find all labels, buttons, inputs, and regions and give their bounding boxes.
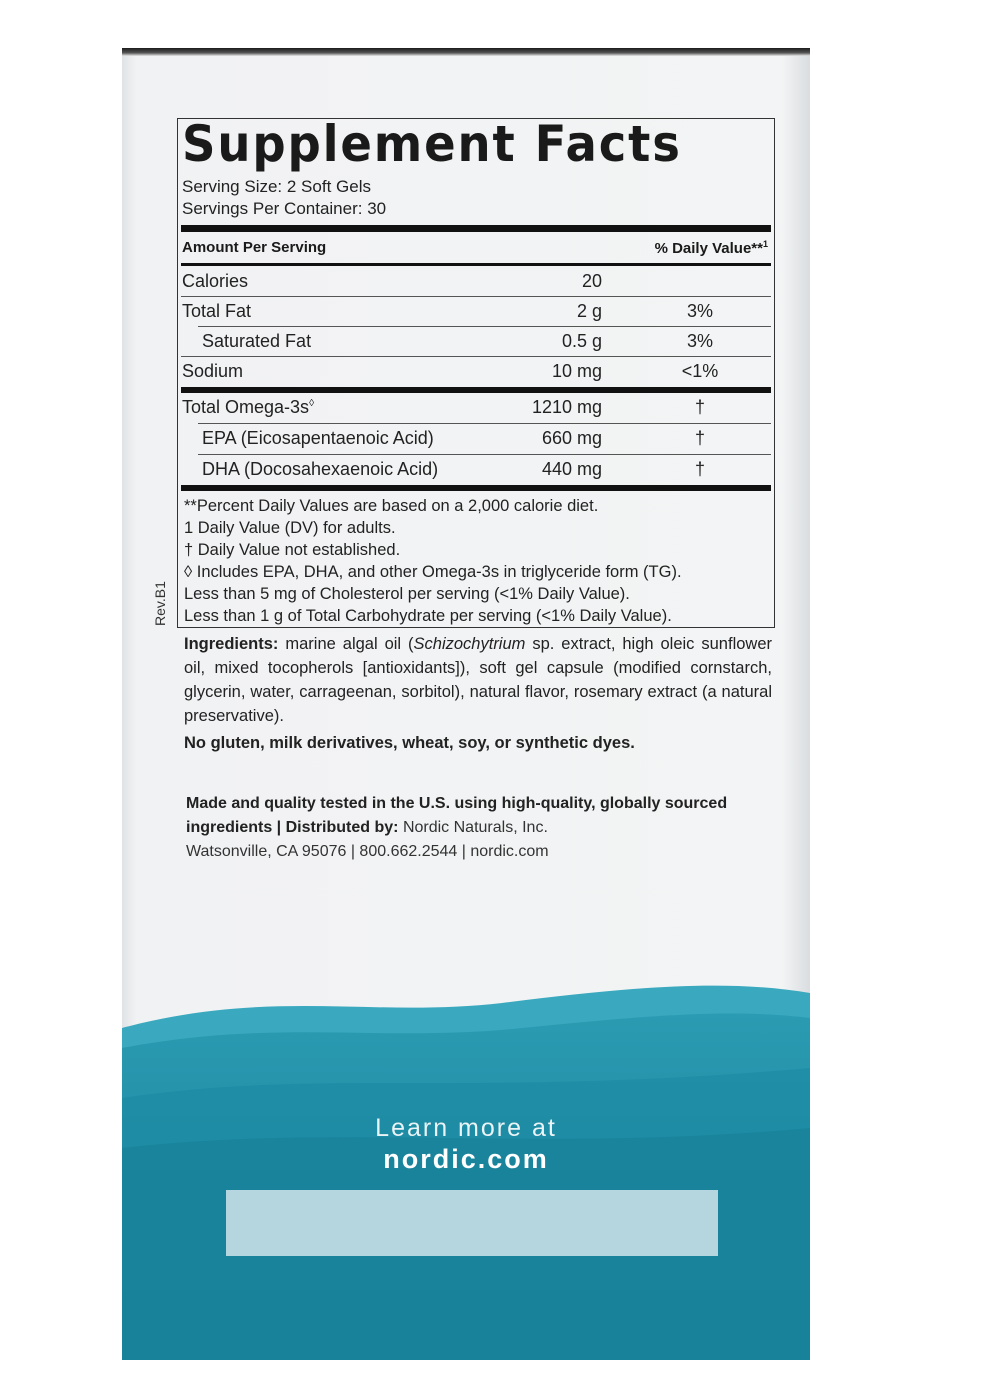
footnote: 1 Daily Value (DV) for adults. [184, 519, 396, 537]
nutrient-row-total-fat: Total Fat 2 g 3% [182, 301, 713, 321]
serving-size: Serving Size: 2 Soft Gels [182, 177, 371, 196]
facts-footnotes [184, 495, 682, 627]
nutrient-row-total-omega-3s: Total Omega-3s◊ 1210 mg † [182, 397, 705, 417]
supplement-facts-panel [177, 115, 775, 628]
footnote: ◊ Includes EPA, DHA, and other Omega-3s in triglyceride form (TG). [184, 563, 682, 581]
manufacturer-address: Watsonville, CA 95076 | 800.662.2544 | nordic.com [186, 843, 549, 860]
nutrient-row-dha: DHA (Docosahexaenoic Acid) 440 mg † [202, 459, 705, 479]
nutrient-row-sodium: Sodium 10 mg <1% [182, 361, 719, 381]
manufacturer-info: Made and quality tested in the U.S. using high-quality, globally sourced ingredients | Distributed by: Nordic Naturals, Inc. Watsonville, CA 95076 | 800.662.2544 | nordic.com [186, 795, 728, 860]
learn-more-label: Learn more at [375, 1114, 557, 1142]
row-divider [198, 326, 771, 327]
website-url: nordic.com [383, 1144, 549, 1174]
row-divider [181, 296, 771, 297]
facts-title: Supplement Facts [182, 115, 682, 173]
thick-divider [181, 485, 771, 491]
box-top-edge [122, 48, 810, 56]
servings-per-container: Servings Per Container: 30 [182, 199, 387, 218]
product-box-back-panel [122, 48, 810, 1360]
footnote: Less than 5 mg of Cholesterol per serving (<1% Daily Value). [184, 585, 630, 603]
row-divider [181, 356, 771, 357]
thick-divider [181, 387, 771, 393]
footnote: **Percent Daily Values are based on a 2,000 calorie diet. [184, 497, 599, 515]
nutrient-row-saturated-fat: Saturated Fat 0.5 g 3% [202, 331, 713, 351]
amount-per-serving-header: Amount Per Serving [182, 239, 327, 256]
daily-value-header: % Daily Value**$^1$ [654, 239, 768, 257]
footnote: † Daily Value not established. [184, 541, 401, 559]
ingredients-text: Ingredients: marine algal oil (Schizochytrium sp. extract, high oleic sunflower oil, mixed tocopherols [antioxidants]), soft gel capsule (modified cornstarch, glycerin, water, carrageenan, sorbitol), natural flavor, rosemary extract (a natural preservative). [184, 635, 772, 725]
barcode-placeholder [226, 1190, 718, 1256]
footnote: Less than 1 g of Total Carbohydrate per serving (<1% Daily Value). [184, 607, 672, 625]
row-divider [198, 454, 771, 455]
row-divider [198, 423, 771, 424]
revision-code: Rev.B1 [152, 581, 168, 626]
thick-divider [181, 225, 771, 232]
nutrient-row-calories: Calories 20 [182, 271, 602, 291]
header-divider [181, 263, 771, 266]
free-from-statement: No gluten, milk derivatives, wheat, soy, or synthetic dyes. [184, 734, 635, 752]
nutrient-row-epa: EPA (Eicosapentaenoic Acid) 660 mg † [202, 428, 705, 448]
